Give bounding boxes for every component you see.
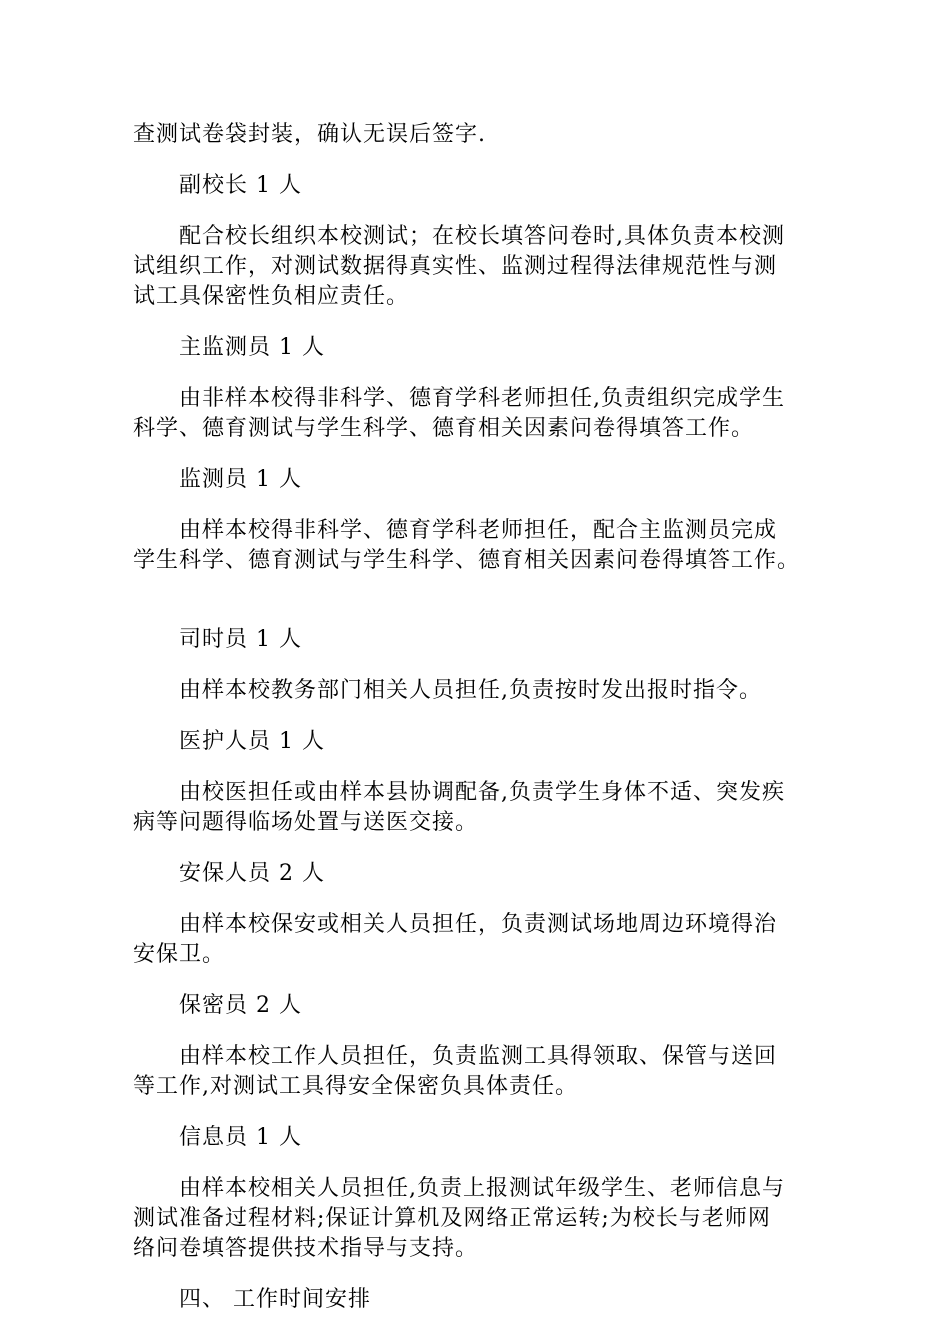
role-desc-monitor bbox=[133, 516, 823, 576]
document-page bbox=[133, 120, 823, 1315]
role-desc-vice-principal bbox=[133, 222, 823, 312]
paragraph-line: 等工作,对测试工具得安全保密负具体责任。 bbox=[133, 1074, 578, 1099]
role-title-confidentiality-officer: 保密员 2 人 bbox=[179, 993, 302, 1018]
paragraph-line: 测试准备过程材料;保证计算机及网络正常运转;为校长与老师网 bbox=[133, 1206, 771, 1231]
role-desc-confidentiality-officer bbox=[133, 1042, 823, 1102]
paragraph-line: 安保卫。 bbox=[133, 942, 226, 967]
paragraph-line: 络问卷填答提供技术指导与支持。 bbox=[133, 1236, 479, 1261]
paragraph-line: 由样本校相关人员担任,负责上报测试年级学生、老师信息与 bbox=[179, 1176, 785, 1201]
role-title-information-officer: 信息员 1 人 bbox=[179, 1125, 302, 1150]
role-title-monitor: 监测员 1 人 bbox=[179, 467, 302, 492]
paragraph-line: 由非样本校得非科学、德育学科老师担任,负责组织完成学生 bbox=[179, 386, 785, 411]
paragraph-line: 由样本校教务部门相关人员担任,负责按时发出报时指令。 bbox=[179, 678, 762, 703]
role-title-timekeeper: 司时员 1 人 bbox=[179, 627, 302, 652]
paragraph-line: 由样本校工作人员担任，负责监测工具得领取、保管与送回 bbox=[179, 1044, 778, 1069]
section-heading: 四、 工作时间安排 bbox=[179, 1287, 371, 1312]
paragraph-line: 由校医担任或由样本县协调配备,负责学生身体不适、突发疾 bbox=[179, 780, 785, 805]
paragraph-line: 试组织工作，对测试数据得真实性、监测过程得法律规范性与测 bbox=[133, 254, 778, 279]
paragraph-line: 配合校长组织本校测试；在校长填答问卷时,具体负责本校测 bbox=[179, 224, 785, 249]
role-title-medical-staff: 医护人员 1 人 bbox=[179, 729, 325, 754]
role-title-chief-monitor: 主监测员 1 人 bbox=[179, 335, 325, 360]
paragraph-line: 由样本校得非科学、德育学科老师担任，配合主监测员完成 bbox=[179, 518, 778, 543]
role-desc-information-officer bbox=[133, 1174, 823, 1264]
continuation-text: 查测试卷袋封装，确认无误后签字. bbox=[133, 122, 486, 147]
paragraph-line: 科学、德育测试与学生科学、德育相关因素问卷得填答工作。 bbox=[133, 416, 755, 441]
paragraph-line: 学生科学、德育测试与学生科学、德育相关因素问卷得填答工作。 bbox=[133, 548, 801, 573]
role-desc-chief-monitor bbox=[133, 384, 823, 444]
role-desc-security-staff bbox=[133, 910, 823, 970]
role-desc-medical-staff bbox=[133, 778, 823, 838]
role-title-vice-principal: 副校长 1 人 bbox=[179, 173, 302, 198]
role-title-security-staff: 安保人员 2 人 bbox=[179, 861, 325, 886]
paragraph-line: 由样本校保安或相关人员担任，负责测试场地周边环境得治 bbox=[179, 912, 778, 937]
role-desc-timekeeper bbox=[133, 676, 823, 706]
paragraph-line: 试工具保密性负相应责任。 bbox=[133, 284, 410, 309]
paragraph-line: 病等问题得临场处置与送医交接。 bbox=[133, 810, 479, 835]
